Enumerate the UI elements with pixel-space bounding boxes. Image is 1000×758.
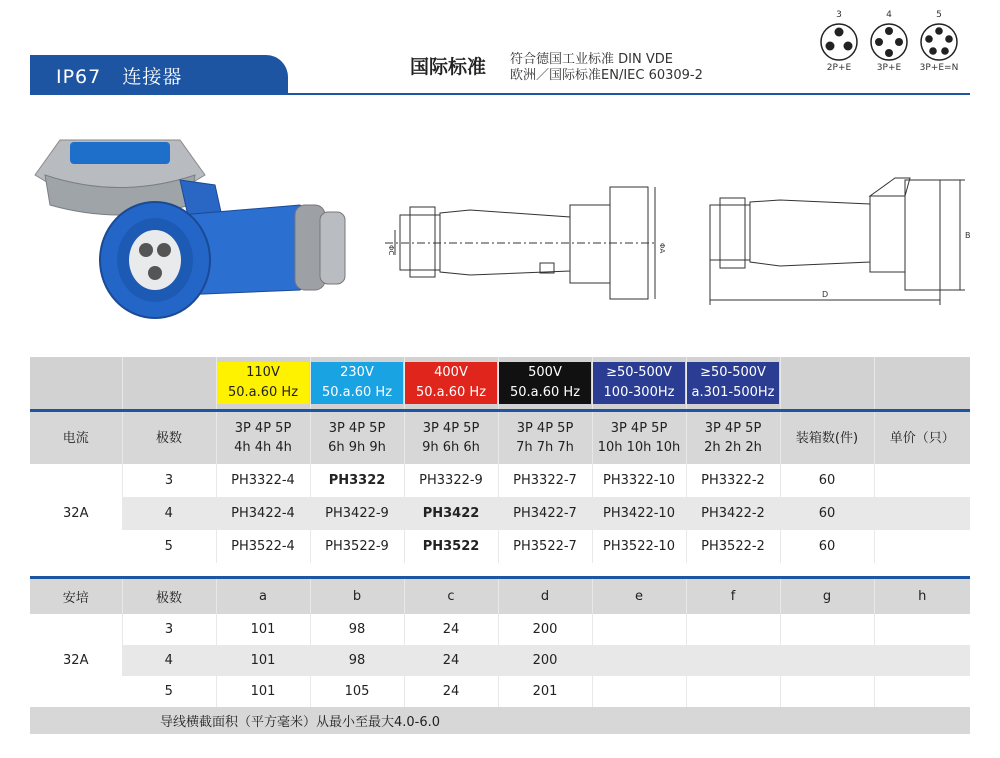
dimension-header-row (30, 579, 970, 614)
pin-config-caption: 3P+E=N (919, 63, 959, 73)
voltage-badge-500v: 500V 50.a.60 Hz (499, 362, 591, 404)
code-cell: PH3522-2 (686, 530, 780, 563)
dim-label-a: ΦA (658, 243, 666, 254)
dim-header-g: g (780, 579, 874, 614)
pin-config-number: 4 (886, 10, 892, 20)
pole-group-header: 3P 4P 5P 4h 4h 4h (216, 412, 310, 464)
voltage-header-row (30, 357, 970, 409)
dim-header-c: c (404, 579, 498, 614)
dim-header-d: d (498, 579, 592, 614)
pin-config-caption: 2P+E (826, 63, 852, 73)
code-cell: PH3422-10 (592, 497, 686, 530)
dimension-table (30, 579, 970, 734)
dim-cell: 105 (310, 676, 404, 707)
code-cell: PH3522-9 (310, 530, 404, 563)
dim-label-d: D (822, 290, 829, 299)
pin-config-caption: 3P+E (876, 63, 902, 73)
poles-header-row (30, 412, 970, 464)
pin-config-3 (814, 10, 864, 73)
dim-label-b: B (965, 231, 971, 240)
dim-header-b: b (310, 579, 404, 614)
pole-group-header: 3P 4P 5P 7h 7h 7h (498, 412, 592, 464)
code-cell: PH3322-10 (592, 464, 686, 497)
pole-group-header: 3P 4P 5P 6h 9h 9h (310, 412, 404, 464)
pin-config-5 (914, 10, 964, 73)
code-cell: PH3322-7 (498, 464, 592, 497)
col-current-header: 电流 (30, 412, 122, 464)
voltage-badge-400v: 400V 50.a.60 Hz (405, 362, 497, 404)
title-divider (30, 93, 970, 95)
dim-header-f: f (686, 579, 780, 614)
poles-cell: 5 (164, 684, 173, 699)
standard-line-1: 符合德国工业标准 DIN VDE (510, 52, 673, 67)
dim-cell: 24 (404, 645, 498, 676)
standard-label: 国际标准 (410, 56, 487, 78)
current-cell: 32A (30, 464, 122, 563)
title-tab (30, 55, 288, 93)
voltage-badge-110v: 110V 50.a.60 Hz (217, 362, 309, 404)
table-row (30, 645, 970, 676)
poles-cell: 4 (122, 645, 216, 676)
poles-cell: 3 (122, 464, 216, 497)
price-cell (874, 464, 970, 497)
current-cell: 32A (30, 614, 122, 707)
standard-lines (510, 52, 703, 84)
dim-header-a: a (216, 579, 310, 614)
code-cell: PH3422-2 (686, 497, 780, 530)
poles-cell: 4 (122, 497, 216, 530)
dim-cell: 24 (404, 614, 498, 645)
dim-cell: 101 (216, 676, 310, 707)
table-row (30, 464, 970, 497)
dim-header-h: h (874, 579, 970, 614)
code-cell: PH3522-10 (592, 530, 686, 563)
col-poles-header: 极数 (122, 579, 216, 614)
price-cell (874, 530, 970, 563)
table-row (30, 497, 970, 530)
poles-cell: 3 (122, 614, 216, 645)
code-cell: PH3522-7 (498, 530, 592, 563)
dim-cell: 98 (310, 645, 404, 676)
voltage-badge-230v: 230V 50.a.60 Hz (311, 362, 403, 404)
side-view-lid-drawing (690, 160, 980, 310)
pack-cell: 60 (780, 464, 874, 497)
pin-3-icon (819, 22, 859, 62)
code-cell: PH3422-7 (498, 497, 592, 530)
voltage-badge-50-500v-high: ≥50-500V a.301-500Hz (687, 362, 779, 404)
page-title: IP67 连接器 (56, 66, 183, 88)
table-row (30, 614, 970, 645)
code-cell: PH3322 (310, 464, 404, 497)
pole-group-header: 3P 4P 5P 10h 10h 10h (592, 412, 686, 464)
pack-cell: 60 (780, 497, 874, 530)
pole-group-header: 3P 4P 5P 2h 2h 2h (686, 412, 780, 464)
pin-config-number: 3 (836, 10, 842, 20)
dim-cell: 201 (498, 676, 592, 707)
code-cell: PH3522 (404, 530, 498, 563)
pin-config-4 (864, 10, 914, 73)
side-view-drawing (380, 175, 666, 305)
dim-cell: 101 (216, 614, 310, 645)
code-cell: PH3422-9 (310, 497, 404, 530)
col-ampere-header: 安培 (30, 579, 122, 614)
pack-cell: 60 (780, 530, 874, 563)
dim-cell: 24 (404, 676, 498, 707)
code-cell: PH3422-4 (216, 497, 310, 530)
code-cell: PH3322-2 (686, 464, 780, 497)
pin-5-icon (919, 22, 959, 62)
col-pack-header: 装箱数(件) (780, 412, 874, 464)
connector-product-image (30, 130, 360, 330)
dim-label-c: ΦC (387, 245, 395, 256)
dim-cell: 98 (310, 614, 404, 645)
voltage-badge-50-500v-low: ≥50-500V 100-300Hz (593, 362, 685, 404)
pole-group-header: 3P 4P 5P 9h 6h 6h (404, 412, 498, 464)
pin-config-number: 5 (936, 10, 942, 20)
table-row (30, 530, 970, 563)
table-row (30, 676, 970, 707)
price-cell (874, 497, 970, 530)
code-cell: PH3322-4 (216, 464, 310, 497)
standard-line-2: 欧洲／国际标准EN/IEC 60309-2 (510, 68, 703, 83)
footnote-row (30, 707, 970, 734)
col-poles-header: 极数 (122, 412, 216, 464)
dim-cell: 200 (498, 614, 592, 645)
dim-cell: 101 (216, 645, 310, 676)
poles-cell: 5 (164, 539, 173, 554)
pin-4-icon (869, 22, 909, 62)
code-cell: PH3522-4 (216, 530, 310, 563)
col-price-header: 单价（只） (874, 412, 970, 464)
dim-header-e: e (592, 579, 686, 614)
code-cell: PH3322-9 (404, 464, 498, 497)
code-cell: PH3422 (404, 497, 498, 530)
wire-cross-section-note: 导线横截面积（平方毫米）从最小至最大4.0-6.0 (160, 715, 441, 730)
dim-cell: 200 (498, 645, 592, 676)
spec-table (30, 357, 970, 563)
